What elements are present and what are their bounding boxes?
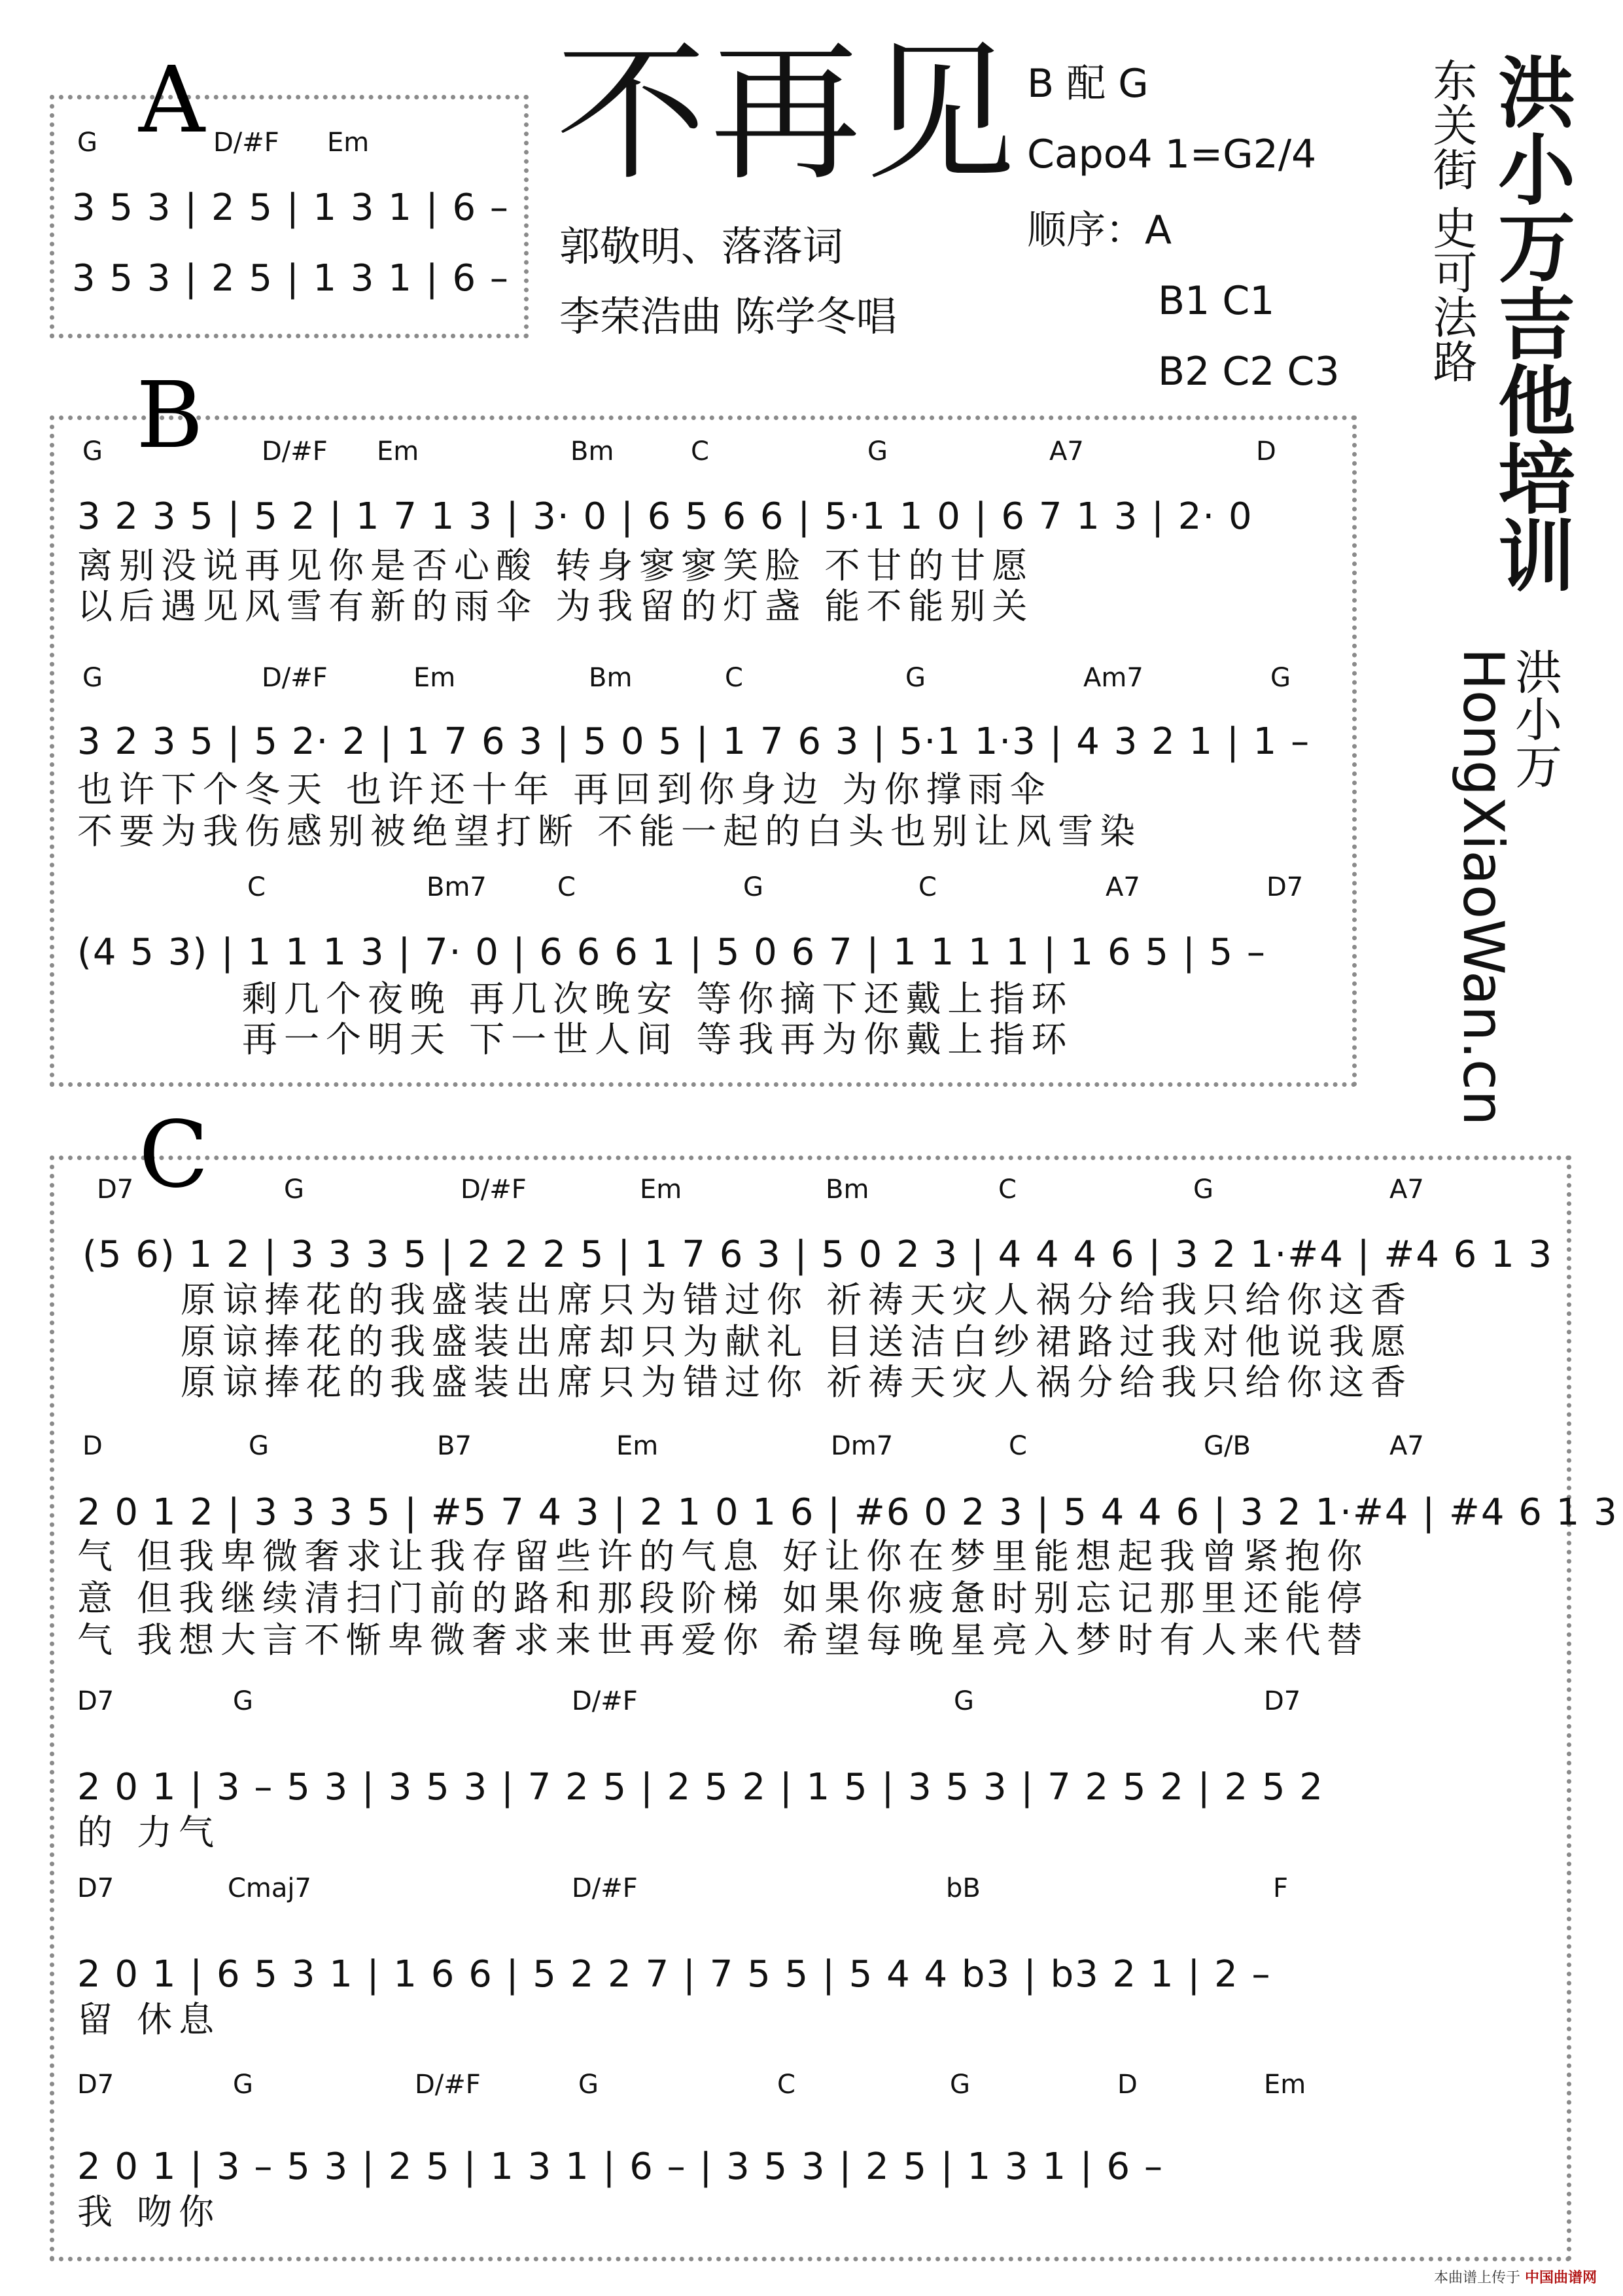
chord: G [82, 436, 103, 467]
chord: Bm [570, 436, 614, 467]
footer-uploaded: 本曲谱上传于 [1433, 2270, 1520, 2286]
lyric-line: 以后遇见风雪有新的雨伞 为我留的灯盏 能不能别关 [77, 586, 1034, 627]
chord: Em [640, 1174, 682, 1205]
chord: G [233, 2070, 253, 2100]
chord: G [1193, 1174, 1213, 1205]
chord: C [918, 872, 937, 902]
lyric-line: 的 力气 [77, 1812, 221, 1853]
chord: F [1273, 1873, 1289, 1903]
notation-line: 2 0 1 | 3 – 5 3 | 3 5 3 | 7 2 5 | 2 5 2 | 1 5 | 3 5 3 | 7 2 5 2 | 2 5 2 [77, 1766, 1324, 1809]
chord: bB [946, 1873, 981, 1903]
chord: Em [1264, 2070, 1306, 2100]
chord: G [233, 1686, 253, 1716]
chord: G [1270, 663, 1291, 693]
lyric-line: 不要为我伤感别被绝望打断 不能一起的白头也别让风雪染 [77, 811, 1142, 852]
lyric-line: 离别没说再见你是否心酸 转身寥寥笑脸 不甘的甘愿 [77, 545, 1034, 586]
lyric-line: 再一个明天 下一世人间 等我再为你戴上指环 [242, 1019, 1073, 1060]
order-label: 顺序：A [1027, 207, 1172, 253]
chord: Em [413, 663, 456, 693]
chord: D/#F [461, 1174, 527, 1205]
key-label: B 配 G [1027, 61, 1149, 107]
chord: A7 [1106, 872, 1140, 902]
lyric-line: 气 但我卑微奢求让我存留些许的气息 好让你在梦里能想起我曾紧抱你 [77, 1536, 1369, 1577]
lyricist-credit: 郭敬明、落落词 [559, 222, 844, 270]
chord: D/#F [213, 128, 279, 158]
footer-site: 中国曲谱网 [1524, 2270, 1597, 2286]
footer-credit [1434, 2267, 1597, 2287]
chord: G/B [1204, 1431, 1251, 1461]
chord: D [1117, 2070, 1138, 2100]
lyric-line: 剩几个夜晚 再几次晚安 等你摘下还戴上指环 [242, 978, 1073, 1019]
chord: Bm [826, 1174, 869, 1205]
chord: Dm7 [831, 1431, 894, 1461]
chord: A7 [1049, 436, 1084, 467]
lyric-line: 气 我想大言不惭卑微奢求来世再爱你 希望每晚星亮入梦时有人来代替 [77, 1619, 1369, 1661]
chord: A7 [1389, 1174, 1424, 1205]
chord: Bm [589, 663, 633, 693]
school-address: 东关街 史可法路 [1425, 58, 1477, 383]
chord: G [249, 1431, 269, 1461]
chord: D7 [1266, 872, 1304, 902]
capo-label: Capo4 1=G2/4 [1027, 132, 1317, 177]
chord: D/#F [262, 663, 328, 693]
lyric-line: 我 吻你 [77, 2191, 221, 2233]
chord: G [743, 872, 763, 902]
chord: G [77, 128, 97, 158]
notation-line: 3 2 3 5 | 5 2 | 1 7 1 3 | 3· 0 | 6 5 6 6 | 5·1 1 0 | 6 7 1 3 | 2· 0 [77, 495, 1253, 538]
lyric-line: 留 休息 [77, 1999, 221, 2040]
notation-line: (5 6) 1 2 | 3 3 3 5 | 2 2 2 5 | 1 7 6 3 | 5 0 2 3 | 4 4 4 6 | 3 2 1·#4 | #4 6 1 3 [82, 1233, 1554, 1276]
lyric-line: 原谅捧花的我盛装出席却只为献礼 目送洁白纱裙路过我对他说我愿 [181, 1321, 1413, 1362]
chord: A7 [1389, 1431, 1424, 1461]
chord: C [691, 436, 709, 467]
chord: G [905, 663, 926, 693]
chord: D7 [77, 1686, 114, 1716]
chord: G [578, 2070, 599, 2100]
chord: G [867, 436, 888, 467]
chord: C [1009, 1431, 1027, 1461]
notation-line: 3 5 3 | 2 5 | 1 3 1 | 6 – [72, 186, 510, 229]
chord: C [998, 1174, 1017, 1205]
composer-singer-credit: 李荣浩曲 陈学冬唱 [559, 292, 897, 340]
notation-line: 3 2 3 5 | 5 2· 2 | 1 7 6 3 | 5 0 5 | 1 7 6 3 | 5·1 1·3 | 4 3 2 1 | 1 – [77, 720, 1311, 763]
chord: D/#F [262, 436, 328, 467]
chord: D7 [77, 1873, 114, 1903]
chord: Cmaj7 [228, 1873, 311, 1903]
lyric-line: 原谅捧花的我盛装出席只为错过你 祈祷天灾人祸分给我只给你这香 [181, 1362, 1413, 1403]
chord: B7 [437, 1431, 472, 1461]
chord: D [82, 1431, 103, 1461]
chord: Am7 [1083, 663, 1143, 693]
chord: D/#F [415, 2070, 481, 2100]
chord: C [247, 872, 266, 902]
chord: C [557, 872, 576, 902]
notation-line: (4 5 3) | 1 1 1 3 | 7· 0 | 6 6 6 1 | 5 0 6 7 | 1 1 1 1 | 1 6 5 | 5 – [77, 931, 1266, 974]
lyric-line: 原谅捧花的我盛装出席只为错过你 祈祷天灾人祸分给我只给你这香 [181, 1279, 1413, 1320]
order-line-2: B1 C1 [1158, 278, 1275, 324]
notation-line: 2 0 1 | 3 – 5 3 | 2 5 | 1 3 1 | 6 – | 3 5 3 | 2 5 | 1 3 1 | 6 – [77, 2146, 1164, 2188]
chord: D7 [1264, 1686, 1301, 1716]
brand-name: 洪小万 [1507, 648, 1562, 789]
lyric-line: 也许下个冬天 也许还十年 再回到你身边 为你撑雨伞 [77, 769, 1052, 810]
chord: Em [616, 1431, 659, 1461]
chord: G [284, 1174, 304, 1205]
notation-line: 2 0 1 2 | 3 3 3 5 | #5 7 4 3 | 2 1 0 1 6 | #6 0 2 3 | 5 4 4 6 | 3 2 1·#4 | #4 6 1 3 [77, 1491, 1618, 1534]
chord: D7 [77, 2070, 114, 2100]
chord: C [725, 663, 743, 693]
section-c-letter: C [139, 1102, 209, 1209]
chord: G [954, 1686, 974, 1716]
chord: Em [377, 436, 419, 467]
notation-line: 2 0 1 | 6 5 3 1 | 1 6 6 | 5 2 2 7 | 7 5 5 | 5 4 4 b3 | b3 2 1 | 2 – [77, 1953, 1272, 1996]
song-title: 不再见 [556, 27, 1020, 202]
chord: D7 [97, 1174, 134, 1205]
brand-site: HongXiaoWan.cn [1450, 648, 1516, 1126]
school-name: 洪小万吉他培训 [1485, 52, 1575, 593]
section-b-letter: B [136, 362, 203, 469]
section-a-letter: A [139, 47, 205, 154]
notation-line: 3 5 3 | 2 5 | 1 3 1 | 6 – [72, 257, 510, 300]
chord: G [950, 2070, 970, 2100]
chord: C [777, 2070, 795, 2100]
chord: Em [327, 128, 370, 158]
chord: D/#F [572, 1686, 638, 1716]
lyric-line: 意 但我继续清扫门前的路和那段阶梯 如果你疲惫时别忘记那里还能停 [77, 1578, 1369, 1619]
chord: G [82, 663, 103, 693]
chord: D/#F [572, 1873, 638, 1903]
chord: Bm7 [427, 872, 487, 902]
order-line-3: B2 C2 C3 [1158, 349, 1340, 395]
chord: D [1256, 436, 1276, 467]
